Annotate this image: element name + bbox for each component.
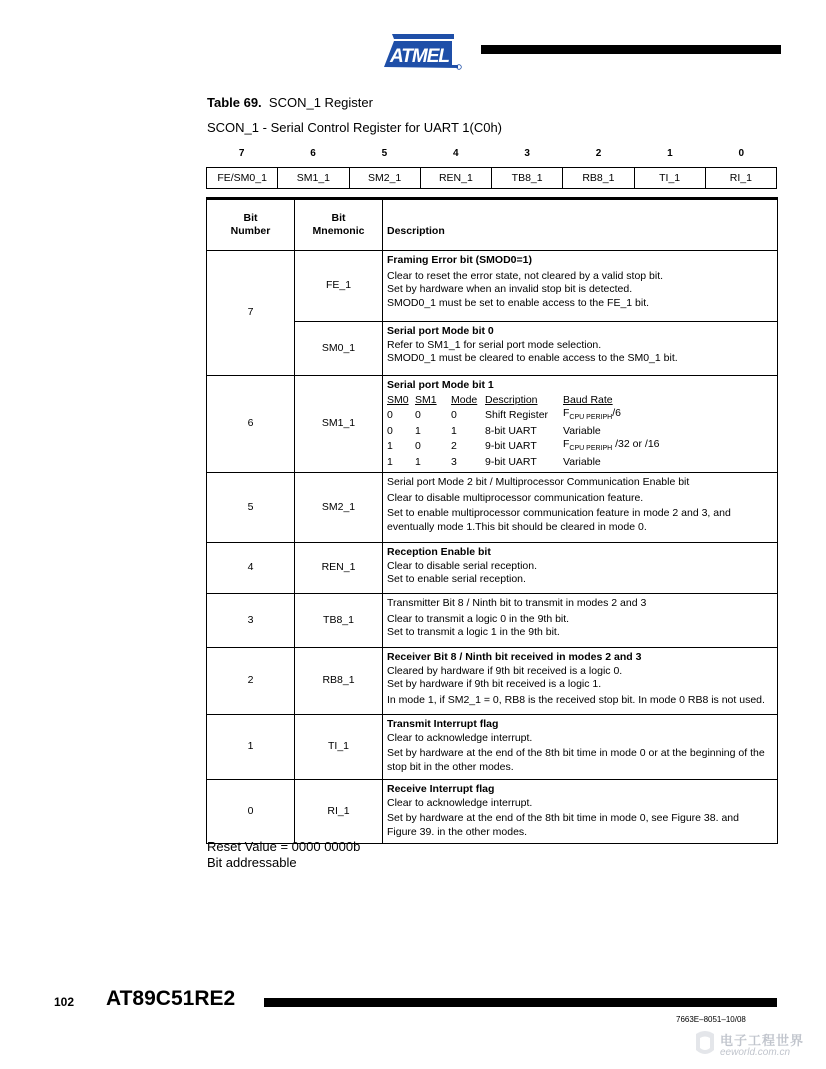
bit-mnemonic-cell: TB8_1 — [295, 594, 383, 648]
bit-mnemonic-cell: SM0_1 — [295, 322, 383, 376]
bit-register-cell: RI_1 — [705, 168, 776, 188]
bit-number-cell: 4 — [207, 543, 295, 594]
bit-number-cell: 3 — [207, 594, 295, 648]
bit-register-row — [206, 167, 777, 189]
bit-addressable-note: Bit addressable — [207, 855, 297, 870]
table-row — [207, 251, 778, 322]
watermark-logo-icon — [692, 1028, 718, 1062]
description-cell: Receiver Bit 8 / Ninth bit received in modes 2 and 3 Cleared by hardware if 9th bit received is a logic 0. Set by hardware if 9th bit received is a logic 1. In mode 1, if SM2_1 = 0, RB8 is the received stop bit. In mode 0 RB8 is not used. — [383, 648, 778, 715]
bit-number: 4 — [453, 148, 459, 159]
bit-number: 5 — [381, 148, 388, 159]
bit-number-cell: 0 — [207, 780, 295, 844]
bit-mnemonic-cell: TI_1 — [295, 715, 383, 780]
register-subtitle: SCON_1 - Serial Control Register for UART 1(C0h) — [207, 120, 503, 135]
bit-register-cell: SM2_1 — [349, 168, 420, 188]
bit-mnemonic-cell: SM2_1 — [295, 473, 383, 543]
table-caption: Table 69. SCON_1 Register — [207, 95, 373, 110]
page-number: 102 — [54, 995, 75, 1009]
bit-number-cell: 6 — [207, 376, 295, 473]
description-cell: Serial port Mode 2 bit / Multiprocessor Communication Enable bit Clear to disable multiprocessor communication feature. Set to enable multiprocessor communication feature in mode 2 and 3, and eventually mode 1.This bit should be cleared in mode 0. — [383, 473, 778, 543]
document-code: 7663E–8051–10/08 — [676, 1015, 746, 1024]
description-cell: Serial port Mode bit 0 Refer to SM1_1 for serial port mode selection. SMOD0_1 must be cleared to enable access to the SM0_1 bit. — [383, 322, 778, 376]
table-row — [207, 648, 778, 715]
bit-number-row — [206, 148, 777, 162]
table-row — [207, 376, 778, 473]
column-header-bit-number: Bit Number — [207, 199, 295, 251]
bit-number-cell: 5 — [207, 473, 295, 543]
bit-register-cell: TI_1 — [634, 168, 705, 188]
description-cell: Reception Enable bit Clear to disable serial reception. Set to enable serial reception. — [383, 543, 778, 594]
bit-number: 1 — [667, 148, 673, 159]
header-rule — [481, 45, 781, 54]
column-header-bit-mnemonic: Bit Mnemonic — [295, 199, 383, 251]
mode-header-description: Description — [485, 393, 538, 406]
bit-register-cell: SM1_1 — [277, 168, 348, 188]
table-header-row — [207, 199, 778, 251]
bit-register-cell: RB8_1 — [562, 168, 633, 188]
svg-text:ATMEL: ATMEL — [390, 46, 450, 67]
bit-number: 7 — [238, 148, 245, 159]
bit-number: 3 — [524, 148, 530, 159]
watermark-cn-text: 电子工程世界 — [720, 1033, 805, 1048]
eeworld-watermark — [692, 1028, 822, 1064]
mode-row: 0 1 1 8-bit UART Variable — [387, 424, 601, 437]
table-row — [207, 780, 778, 844]
table-row — [207, 543, 778, 594]
description-cell: Framing Error bit (SMOD0=1) Clear to reset the error state, not cleared by a valid stop bit. Set by hardware when an invalid stop bit is detected. SMOD0_1 must be set to enable access to the FE_1 bit. — [383, 251, 778, 322]
mode-header-baud-rate: Baud Rate — [563, 393, 613, 406]
bit-mnemonic-cell: RB8_1 — [295, 648, 383, 715]
mode-header-sm0: SM0 — [387, 393, 409, 406]
bit-mnemonic-cell: FE_1 — [295, 251, 383, 322]
table-row — [207, 473, 778, 543]
bit-register-cell: TB8_1 — [491, 168, 562, 188]
bit-number-cell: 7 — [207, 251, 295, 376]
description-cell: Transmit Interrupt flag Clear to acknowledge interrupt. Set by hardware at the end of the 8th bit time in mode 0 or at the beginning of the stop bit in the other modes. — [383, 715, 778, 780]
watermark-en-text: eeworld.com.cn — [720, 1047, 791, 1058]
mode-row: 0 0 0 Shift Register $F_{CPU PERIPH}/6$ — [387, 407, 621, 422]
bit-mnemonic-cell: SM1_1 — [295, 376, 383, 473]
reset-value: Reset Value = 0000 0000b — [207, 839, 361, 854]
table-row — [207, 715, 778, 780]
mode-row: 1 0 2 9-bit UART $F_{CPU PERIPH}$ /32 or /16 — [387, 438, 660, 453]
bit-number-cell: 1 — [207, 715, 295, 780]
mode-header-mode: Mode — [451, 393, 478, 406]
column-header-description: Description — [383, 199, 778, 251]
mode-header-sm1: SM1 — [415, 393, 437, 406]
description-cell: Serial port Mode bit 1 SM0 SM1 Mode Description Baud Rate 0 0 0 Shift Register $F_{CPU PERIPH}/6$ 0 1 1 8-bit UART Variable 1 0 2 9-bit UART $F_{CPU PERIPH}$ /32 or /16 1 1 3 9-bit UART Variable — [383, 376, 778, 473]
bit-mnemonic-cell: REN_1 — [295, 543, 383, 594]
table-row — [207, 594, 778, 648]
bit-number-cell: 2 — [207, 648, 295, 715]
mode-row: 1 1 3 9-bit UART Variable — [387, 455, 601, 468]
serial-mode-table — [387, 394, 660, 470]
description-cell: Transmitter Bit 8 / Ninth bit to transmit in modes 2 and 3 Clear to transmit a logic 0 in the 9th bit. Set to transmit a logic 1 in the 9th bit. — [383, 594, 778, 648]
bit-mnemonic-cell: RI_1 — [295, 780, 383, 844]
description-cell: Receive Interrupt flag Clear to acknowledge interrupt. Set by hardware at the end of the 8th bit time in mode 0, see Figure 38. and Figure 39. in the other modes. — [383, 780, 778, 844]
bit-number: 2 — [595, 148, 602, 159]
bit-description-table — [206, 197, 778, 844]
product-name: AT89C51RE2 — [106, 987, 236, 1010]
bit-register-cell: FE/SM0_1 — [217, 172, 267, 184]
atmel-logo — [382, 32, 464, 70]
bit-register-cell: REN_1 — [420, 168, 491, 188]
bit-number: 6 — [310, 148, 316, 159]
bit-number: 0 — [738, 148, 745, 159]
footer-rule — [264, 998, 777, 1007]
